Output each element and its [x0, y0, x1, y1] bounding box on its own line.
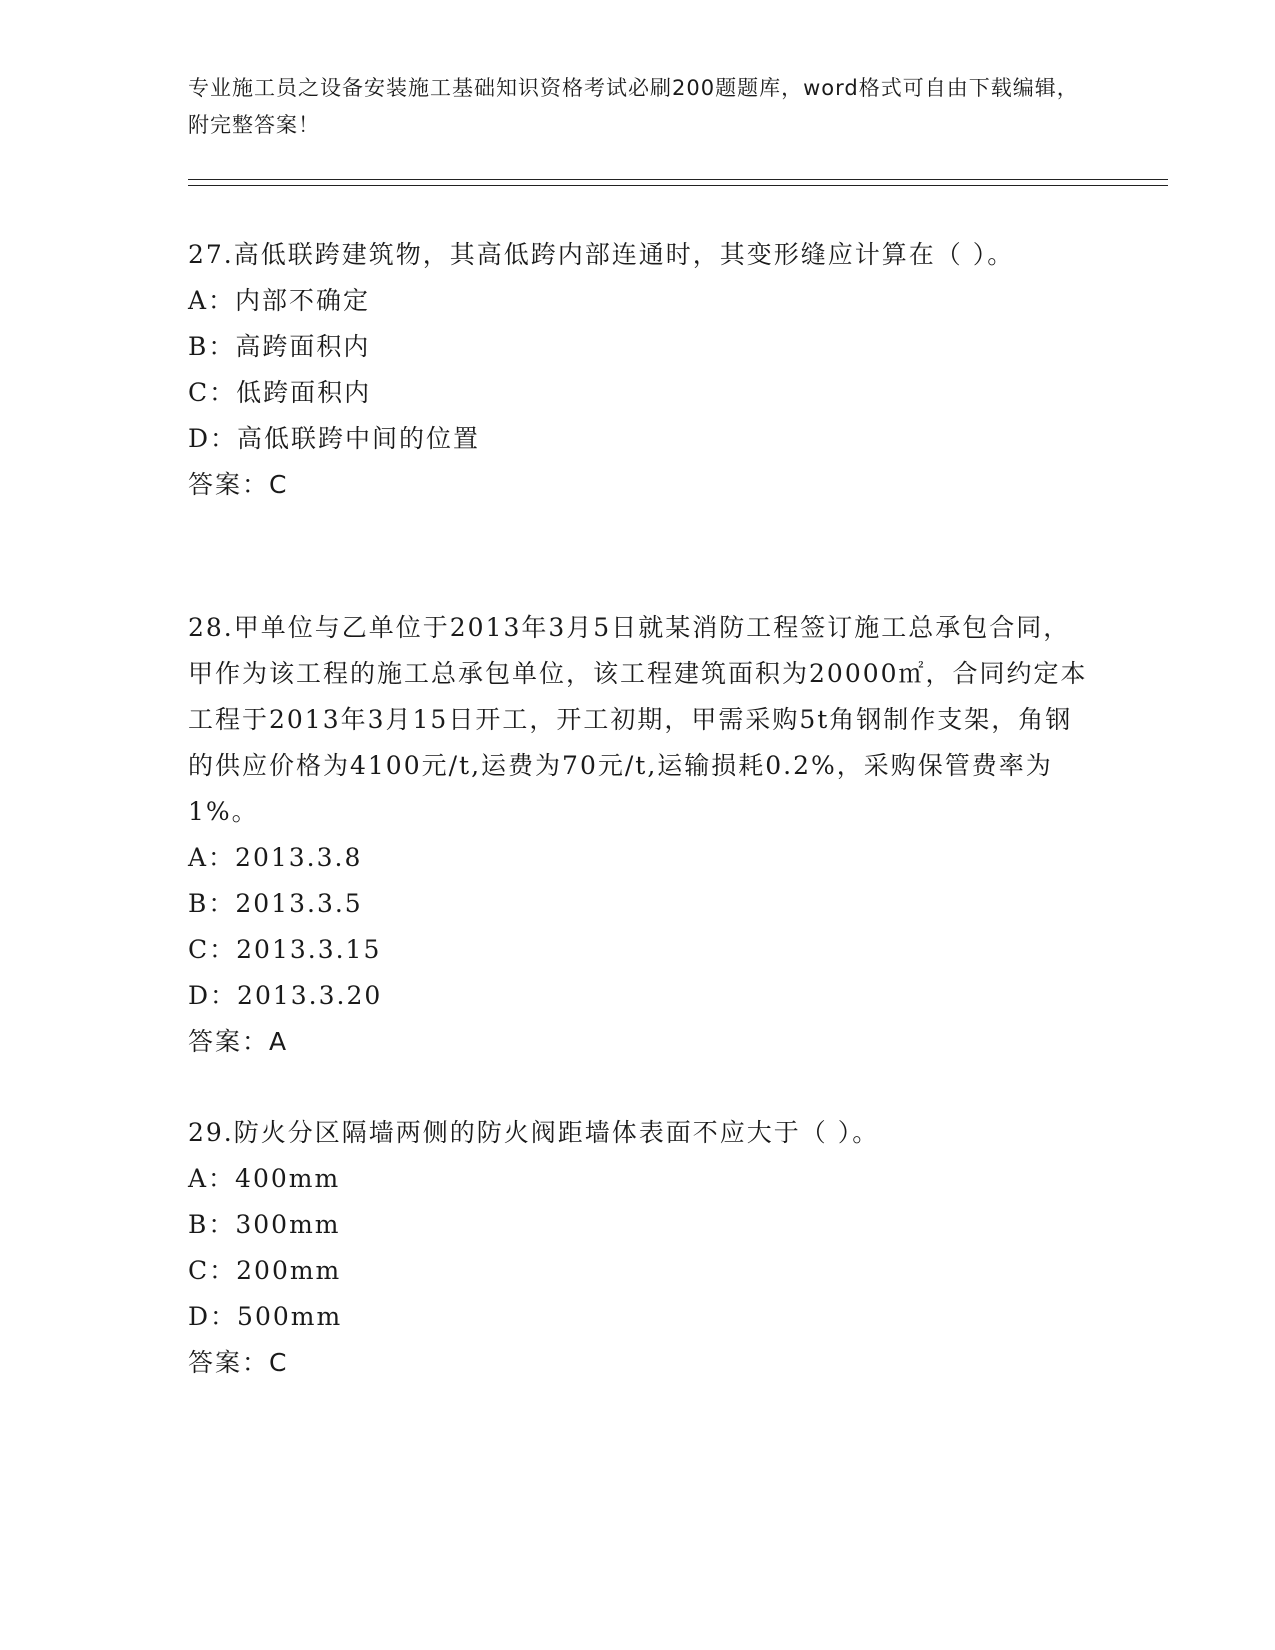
- option-d: D：2013.3.20: [188, 981, 383, 1010]
- option-c: C：2013.3.15: [188, 935, 382, 964]
- option-b: B：300mm: [188, 1210, 341, 1239]
- option-a: A：2013.3.8: [188, 843, 363, 872]
- option-c: C：低跨面积内: [188, 378, 372, 407]
- document-header: 专业施工员之设备安装施工基础知识资格考试必刷200题题库，word格式可自由下载编辑，附完整答案！: [188, 76, 1079, 137]
- question-text: 29.防火分区隔墙两侧的防火阀距墙体表面不应大于（ ）。: [188, 1118, 880, 1147]
- option-b: B：2013.3.5: [188, 889, 363, 918]
- question-28: [188, 605, 1088, 1065]
- answer: 答案：A: [188, 1027, 289, 1056]
- option-a: A：400mm: [188, 1164, 341, 1193]
- question-29: [188, 1110, 1088, 1386]
- option-b: B：高跨面积内: [188, 332, 371, 361]
- answer: 答案：C: [188, 1348, 289, 1377]
- header-divider-bottom: [188, 185, 1168, 186]
- question-27: [188, 232, 1088, 508]
- answer: 答案：C: [188, 470, 289, 499]
- option-d: D：高低联跨中间的位置: [188, 424, 481, 453]
- option-a: A：内部不确定: [188, 286, 371, 315]
- header-divider-top: [188, 179, 1168, 180]
- option-d: D：500mm: [188, 1302, 343, 1331]
- question-text: 27.高低联跨建筑物，其高低跨内部连通时，其变形缝应计算在（ ）。: [188, 240, 1015, 269]
- question-text: 28.甲单位与乙单位于2013年3月5日就某消防工程签订施工总承包合同，甲作为该工程的施工总承包单位，该工程建筑面积为20000㎡，合同约定本工程于2013年3月15日开工，开工初期，甲需采购5t角钢制作支架，角钢的供应价格为4100元/t,运费为70元/t,运输损耗0.2%，采购保管费率为1%。: [188, 613, 1088, 826]
- option-c: C：200mm: [188, 1256, 342, 1285]
